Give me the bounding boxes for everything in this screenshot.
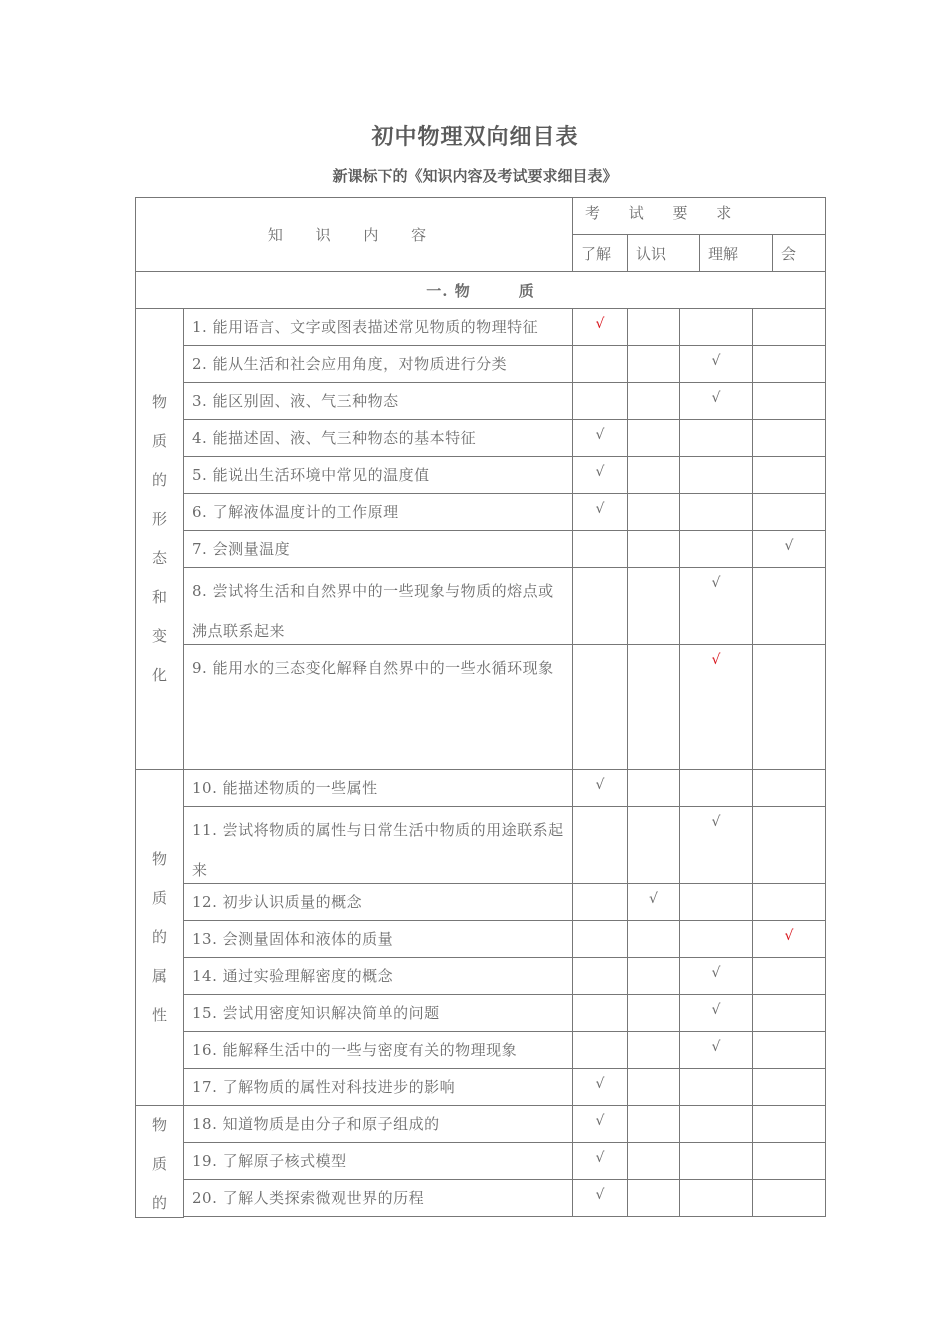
category-char: 化 [151, 666, 167, 684]
category-label [135, 769, 184, 1106]
requirement-cell [572, 345, 628, 383]
requirement-cell [627, 456, 680, 494]
requirement-cell [572, 957, 628, 995]
knowledge-item: 5. 能说出生活环境中常见的温度值 [183, 456, 573, 494]
requirement-cell [679, 920, 753, 958]
knowledge-item: 6. 了解液体温度计的工作原理 [183, 493, 573, 531]
header-level-recognize: 认识 [627, 234, 700, 272]
requirement-cell [572, 567, 628, 645]
requirement-cell [752, 883, 826, 921]
checkmark-icon: √ [572, 456, 628, 494]
requirement-cell [627, 1068, 680, 1106]
requirement-cell [572, 1031, 628, 1069]
category-label [135, 308, 184, 770]
requirement-cell [752, 769, 826, 807]
header-knowledge-content: 知 识 内 容 [135, 197, 573, 272]
requirement-cell [679, 769, 753, 807]
category-char: 属 [151, 967, 167, 985]
knowledge-item: 9. 能用水的三态变化解释自然界中的一些水循环现象 [183, 644, 573, 770]
category-char: 形 [151, 510, 167, 528]
category-char: 质 [151, 889, 167, 907]
requirement-cell [679, 883, 753, 921]
knowledge-item: 15. 尝试用密度知识解决简单的问题 [183, 994, 573, 1032]
knowledge-item: 8. 尝试将生活和自然界中的一些现象与物质的熔点或沸点联系起来 [183, 567, 573, 645]
header-level-understand: 了解 [572, 234, 628, 272]
requirement-cell [679, 493, 753, 531]
requirement-cell [752, 957, 826, 995]
header-level-comprehend: 理解 [699, 234, 773, 272]
requirement-cell [752, 1179, 826, 1217]
detail-table [135, 197, 826, 1218]
requirement-cell [752, 493, 826, 531]
requirement-cell [627, 493, 680, 531]
requirement-cell [627, 345, 680, 383]
category-label [135, 1105, 184, 1218]
checkmark-icon: √ [572, 1179, 628, 1217]
checkmark-icon: √ [679, 644, 753, 770]
knowledge-item: 12. 初步认识质量的概念 [183, 883, 573, 921]
category-char: 的 [151, 471, 167, 489]
knowledge-item: 16. 能解释生活中的一些与密度有关的物理现象 [183, 1031, 573, 1069]
knowledge-item: 11. 尝试将物质的属性与日常生活中物质的用途联系起来 [183, 806, 573, 884]
category-char: 物 [151, 393, 167, 411]
requirement-cell [752, 567, 826, 645]
requirement-cell [627, 644, 680, 770]
checkmark-icon: √ [752, 530, 826, 568]
category-char: 的 [151, 928, 167, 946]
category-char: 物 [151, 1116, 167, 1134]
requirement-cell [627, 1142, 680, 1180]
requirement-cell [572, 883, 628, 921]
knowledge-item: 3. 能区别固、液、气三种物态 [183, 382, 573, 420]
checkmark-icon: √ [572, 308, 628, 346]
requirement-cell [752, 345, 826, 383]
knowledge-item: 18. 知道物质是由分子和原子组成的 [183, 1105, 573, 1143]
requirement-cell [627, 920, 680, 958]
requirement-cell [627, 1179, 680, 1217]
requirement-cell [572, 530, 628, 568]
requirement-cell [627, 530, 680, 568]
checkmark-icon: √ [572, 1142, 628, 1180]
requirement-cell [679, 1105, 753, 1143]
requirement-cell [752, 994, 826, 1032]
header-level-master: 会 [772, 234, 826, 272]
knowledge-item: 7. 会测量温度 [183, 530, 573, 568]
category-char: 变 [151, 627, 167, 645]
checkmark-icon: √ [752, 920, 826, 958]
category-char: 质 [151, 432, 167, 450]
requirement-cell [752, 382, 826, 420]
checkmark-icon: √ [572, 1105, 628, 1143]
knowledge-item: 20. 了解人类探索微观世界的历程 [183, 1179, 573, 1217]
header-exam-requirements: 考 试 要 求 [572, 197, 826, 235]
checkmark-icon: √ [572, 493, 628, 531]
requirement-cell [572, 382, 628, 420]
requirement-cell [752, 1068, 826, 1106]
category-char: 和 [151, 588, 167, 606]
requirement-cell [679, 456, 753, 494]
requirement-cell [752, 419, 826, 457]
knowledge-item: 14. 通过实验理解密度的概念 [183, 957, 573, 995]
knowledge-item: 2. 能从生活和社会应用角度，对物质进行分类 [183, 345, 573, 383]
requirement-cell [679, 1068, 753, 1106]
requirement-cell [752, 308, 826, 346]
checkmark-icon: √ [679, 567, 753, 645]
requirement-cell [752, 456, 826, 494]
requirement-cell [627, 1105, 680, 1143]
knowledge-item: 17. 了解物质的属性对科技进步的影响 [183, 1068, 573, 1106]
requirement-cell [679, 308, 753, 346]
requirement-cell [752, 1031, 826, 1069]
page-subtitle: 新课标下的《知识内容及考试要求细目表》 [332, 167, 618, 185]
checkmark-icon: √ [572, 419, 628, 457]
category-char: 态 [151, 549, 167, 567]
requirement-cell [572, 920, 628, 958]
page-title: 初中物理双向细目表 [371, 124, 579, 150]
requirement-cell [627, 567, 680, 645]
checkmark-icon: √ [627, 883, 680, 921]
requirement-cell [627, 382, 680, 420]
checkmark-icon: √ [679, 1031, 753, 1069]
section-title: 一. 物 质 [135, 271, 826, 309]
requirement-cell [679, 530, 753, 568]
knowledge-item: 10. 能描述物质的一些属性 [183, 769, 573, 807]
category-char: 性 [151, 1006, 167, 1024]
requirement-cell [679, 419, 753, 457]
checkmark-icon: √ [679, 994, 753, 1032]
requirement-cell [572, 644, 628, 770]
knowledge-item: 4. 能描述固、液、气三种物态的基本特征 [183, 419, 573, 457]
requirement-cell [627, 1031, 680, 1069]
checkmark-icon: √ [679, 957, 753, 995]
checkmark-icon: √ [679, 345, 753, 383]
requirement-cell [752, 644, 826, 770]
requirement-cell [679, 1179, 753, 1217]
checkmark-icon: √ [679, 382, 753, 420]
requirement-cell [679, 1142, 753, 1180]
requirement-cell [572, 806, 628, 884]
requirement-cell [752, 806, 826, 884]
requirement-cell [627, 806, 680, 884]
requirement-cell [752, 1105, 826, 1143]
checkmark-icon: √ [679, 806, 753, 884]
category-char: 的 [151, 1194, 167, 1212]
requirement-cell [627, 769, 680, 807]
requirement-cell [627, 308, 680, 346]
requirement-cell [627, 994, 680, 1032]
requirement-cell [752, 1142, 826, 1180]
knowledge-item: 13. 会测量固体和液体的质量 [183, 920, 573, 958]
knowledge-item: 1. 能用语言、文字或图表描述常见物质的物理特征 [183, 308, 573, 346]
requirement-cell [627, 419, 680, 457]
checkmark-icon: √ [572, 769, 628, 807]
category-char: 物 [151, 850, 167, 868]
requirement-cell [627, 957, 680, 995]
knowledge-item: 19. 了解原子核式模型 [183, 1142, 573, 1180]
checkmark-icon: √ [572, 1068, 628, 1106]
requirement-cell [572, 994, 628, 1032]
category-char: 质 [151, 1155, 167, 1173]
